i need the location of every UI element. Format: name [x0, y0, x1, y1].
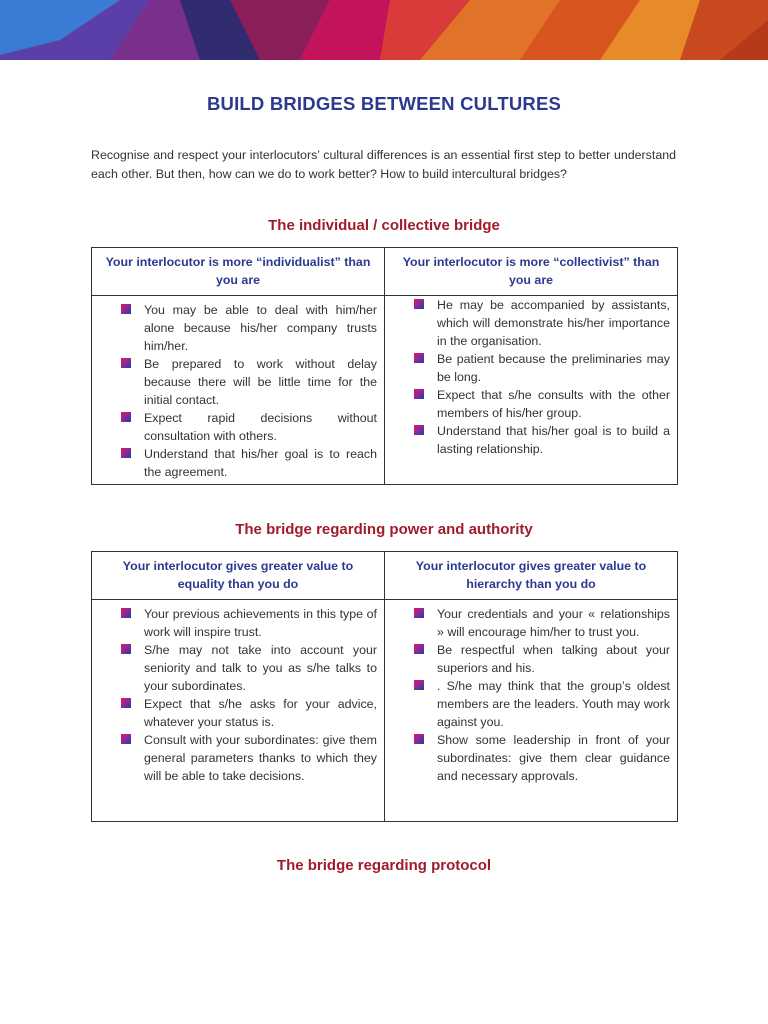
intro-paragraph: Recognise and respect your interlocutors’ cultural differences is an essential first step to better understand each other. But then, how can we do to work better? How to build intercultural bridges?: [91, 148, 676, 181]
table-header-row: [92, 552, 678, 600]
individualist-list: [92, 301, 377, 481]
section-heading-individual-collective: The individual / collective bridge: [268, 217, 500, 234]
bullet-icon: [121, 608, 131, 618]
list-item: S/he may not take into account your seniority and talk to you as s/he talks to your subordinates.: [92, 641, 377, 695]
list-item: Be respectful when talking about your superiors and his.: [385, 641, 670, 677]
list-item: You may be able to deal with him/her alone because his/her company trusts him/her.: [92, 301, 377, 355]
section-heading-protocol: The bridge regarding protocol: [276, 857, 492, 874]
hierarchy-cell: [385, 600, 678, 822]
bullet-icon: [121, 644, 131, 654]
table-body-row: [92, 296, 678, 485]
banner-graphic: [0, 0, 768, 60]
list-item: Your credentials and your « relationships » will encourage him/her to trust you.: [385, 605, 670, 641]
equality-list: [92, 605, 377, 785]
list-item: Expect that s/he asks for your advice, whatever your status is.: [92, 695, 377, 731]
bullet-icon: [414, 644, 424, 654]
list-item: Be patient because the preliminaries may be long.: [385, 350, 670, 386]
bullet-icon: [121, 304, 131, 314]
power-authority-table: [91, 551, 678, 822]
bullet-icon: [414, 389, 424, 399]
column-header-collectivist: Your interlocutor is more “collectivist” than you are: [385, 248, 678, 296]
list-item: Consult with your subordinates: give them general parameters thanks to which they will be able to take decisions.: [92, 731, 377, 785]
individualist-cell: [92, 296, 385, 485]
bullet-icon: [121, 734, 131, 744]
bullet-icon: [414, 353, 424, 363]
bullet-icon: [414, 608, 424, 618]
column-header-individualist: Your interlocutor is more “individualist” than you are: [92, 248, 385, 296]
list-item: Understand that his/her goal is to reach the agreement.: [92, 445, 377, 481]
individual-collective-table: [91, 247, 678, 485]
bullet-icon: [414, 734, 424, 744]
bullet-icon: [121, 358, 131, 368]
list-item: Expect rapid decisions without consultation with others.: [92, 409, 377, 445]
bullet-icon: [121, 698, 131, 708]
bullet-icon: [121, 448, 131, 458]
list-item: He may be accompanied by assistants, which will demonstrate his/her importance in the organisation.: [385, 296, 670, 350]
document-title: BUILD BRIDGES BETWEEN CULTURES: [206, 93, 562, 114]
collectivist-list: [385, 296, 670, 458]
list-item: Understand that his/her goal is to build a lasting relationship.: [385, 422, 670, 458]
column-header-hierarchy: Your interlocutor gives greater value to hierarchy than you do: [385, 552, 678, 600]
column-header-equality: Your interlocutor gives greater value to equality than you do: [92, 552, 385, 600]
list-item: Your previous achievements in this type of work will inspire trust.: [92, 605, 377, 641]
table-body-row: [92, 600, 678, 822]
equality-cell: [92, 600, 385, 822]
hierarchy-list: [385, 605, 670, 785]
section-heading-power-authority: The bridge regarding power and authority: [235, 521, 533, 538]
table-header-row: [92, 248, 678, 296]
list-item: . S/he may think that the group’s oldest members are the leaders. Youth may work against you.: [385, 677, 670, 731]
list-item: Show some leadership in front of your subordinates: give them clear guidance and necessary approvals.: [385, 731, 670, 785]
list-item: Expect that s/he consults with the other members of his/her group.: [385, 386, 670, 422]
collectivist-cell: [385, 296, 678, 485]
bullet-icon: [414, 425, 424, 435]
bullet-icon: [414, 680, 424, 690]
bullet-icon: [414, 299, 424, 309]
header-banner: [0, 0, 768, 60]
bullet-icon: [121, 412, 131, 422]
list-item: Be prepared to work without delay because there will be little time for the initial contact.: [92, 355, 377, 409]
